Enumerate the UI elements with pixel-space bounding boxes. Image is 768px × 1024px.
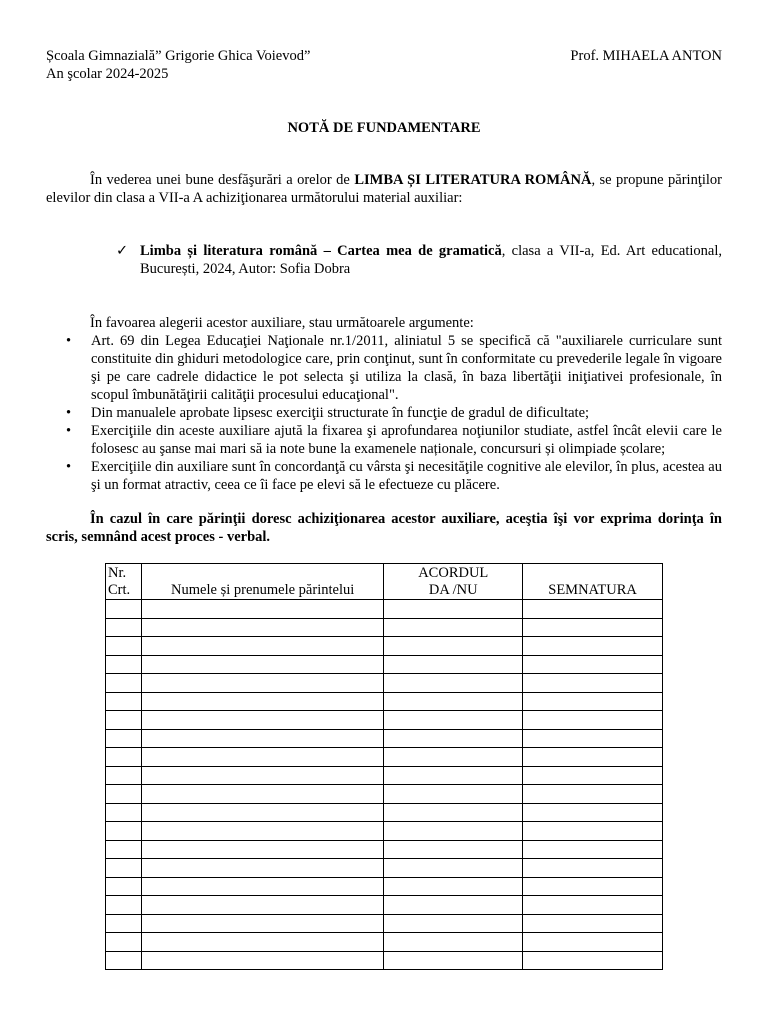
table-cell [106, 600, 142, 619]
nr-line-2: Crt. [108, 582, 131, 598]
table-cell [106, 692, 142, 711]
table-cell [141, 618, 383, 637]
table-cell [106, 877, 142, 896]
table-cell [106, 637, 142, 656]
table-cell [523, 785, 663, 804]
table-cell [141, 729, 383, 748]
table-cell [523, 618, 663, 637]
signature-table [105, 563, 663, 970]
table-cell [141, 637, 383, 656]
table-cell [523, 766, 663, 785]
bullet-icon: • [66, 459, 72, 475]
table-cell [384, 877, 523, 896]
table-cell [106, 933, 142, 952]
table-row [106, 600, 663, 619]
table-cell [106, 822, 142, 841]
table-cell [106, 766, 142, 785]
table-cell [141, 785, 383, 804]
table-cell [523, 822, 663, 841]
table-cell [384, 637, 523, 656]
table-cell [384, 600, 523, 619]
table-cell [106, 674, 142, 693]
table-cell [106, 896, 142, 915]
table-row [106, 803, 663, 822]
table-cell [384, 859, 523, 878]
table-cell [523, 637, 663, 656]
table-cell [384, 766, 523, 785]
table-cell [523, 711, 663, 730]
table-row [106, 933, 663, 952]
checkmark-icon: ✓ [116, 243, 129, 259]
table-cell [384, 692, 523, 711]
table-cell [106, 785, 142, 804]
document-header [46, 47, 722, 83]
school-name: Școala Gimnazială” Grigorie Ghica Voievod” [46, 48, 311, 64]
material-item [116, 242, 722, 278]
column-header-signature: SEMNATURA [523, 564, 663, 600]
argument-text: Exerciţiile din auxiliare sunt în concordanţă cu vârsta şi necesităţile cognitive ale elevilor, în plus, acestea au şi un format atractiv, ceea ce îi face pe elevi să le efectueze cu plăcere. [91, 459, 722, 493]
table-row [106, 896, 663, 915]
table-cell [141, 711, 383, 730]
school-year: An şcolar 2024-2025 [46, 66, 169, 82]
table-cell [106, 711, 142, 730]
table-cell [384, 785, 523, 804]
table-cell [523, 951, 663, 970]
bullet-icon: • [66, 405, 72, 421]
table-cell [384, 618, 523, 637]
table-cell [523, 729, 663, 748]
agree-line-1: ACORDUL [418, 565, 489, 581]
table-cell [141, 600, 383, 619]
table-cell [141, 674, 383, 693]
table-header-row [106, 564, 663, 600]
list-item [46, 458, 722, 494]
material-name: Limba și literatura română – Cartea mea de gramatică [140, 243, 502, 259]
table-cell [523, 933, 663, 952]
table-cell [106, 840, 142, 859]
table-cell [141, 766, 383, 785]
page-title: NOTĂ DE FUNDAMENTARE [287, 120, 481, 136]
intro-text-2: , se propune părinţilor elevilor din clasa a VII-a A achiziţionarea următorului material auxiliar: [46, 172, 722, 206]
argument-text: Exerciţiile din aceste auxiliare ajută la fixarea şi aprofundarea noţiunilor studiate, astfel încât elevii care le folosesc au şanse mai mari să ia note bune la examenele naționale, concursuri și olimpiade școlare; [91, 423, 722, 457]
table-cell [141, 859, 383, 878]
table-cell [106, 803, 142, 822]
table-cell [141, 914, 383, 933]
material-details: , clasa a VII-a, Ed. Art educational, București, 2024, Autor: Sofia Dobra [140, 243, 722, 277]
table-cell [106, 618, 142, 637]
table-row [106, 692, 663, 711]
table-cell [141, 655, 383, 674]
agree-line-2: DA /NU [428, 582, 478, 598]
table-row [106, 618, 663, 637]
intro-paragraph [46, 171, 722, 207]
arguments-section [46, 314, 722, 494]
arguments-lead: În favoarea alegerii acestor auxiliare, stau următoarele argumente: [90, 315, 474, 331]
table-cell [141, 840, 383, 859]
table-cell [106, 655, 142, 674]
table-cell [523, 748, 663, 767]
closing-paragraph: În cazul în care părinţii doresc achiziţionarea acestor auxiliare, aceştia îşi vor exprima dorinţa în scris, semnând acest proces - verbal. [46, 511, 722, 545]
table-cell [384, 674, 523, 693]
table-cell [106, 951, 142, 970]
table-body [106, 600, 663, 970]
table-cell [523, 859, 663, 878]
table-row [106, 785, 663, 804]
table-cell [384, 729, 523, 748]
intro-text-1: În vederea unei bune desfăşurări a orelor de [90, 172, 355, 188]
table-cell [384, 951, 523, 970]
subject-name: LIMBA ȘI LITERATURA ROMÂNĂ [354, 172, 592, 188]
table-cell [523, 600, 663, 619]
column-header-nr [106, 564, 142, 600]
table-cell [106, 748, 142, 767]
nr-line-1: Nr. [108, 565, 127, 581]
bullet-icon: • [66, 333, 72, 349]
table-cell [384, 840, 523, 859]
table-cell [384, 933, 523, 952]
table-cell [384, 914, 523, 933]
table-cell [141, 951, 383, 970]
table-cell [106, 914, 142, 933]
table-row [106, 859, 663, 878]
table-cell [384, 711, 523, 730]
list-item [46, 404, 722, 422]
list-item [46, 332, 722, 404]
table-cell [523, 803, 663, 822]
table-cell [523, 877, 663, 896]
table-row [106, 729, 663, 748]
table-row [106, 822, 663, 841]
table-cell [141, 933, 383, 952]
table-row [106, 748, 663, 767]
argument-text: Art. 69 din Legea Educaţiei Naţionale nr.1/2011, aliniatul 5 se specifică că "auxiliarele curriculare sunt constituite din ghiduri metodologice care, prin conţinut, sunt în conformitate cu prevederile legale în vigoare şi pe care cadrele didactice le pot selecta şi utiliza la clasă, în baza libertăţii iniţiativei profesionale, în scopul îmbunătăţirii calităţii procesului educaţional". [91, 333, 722, 403]
table-cell [141, 803, 383, 822]
table-cell [384, 822, 523, 841]
table-cell [141, 748, 383, 767]
list-item [46, 422, 722, 458]
arguments-list [46, 332, 722, 494]
column-header-agreement [384, 564, 523, 600]
table-cell [523, 914, 663, 933]
table-cell [141, 822, 383, 841]
table-row [106, 877, 663, 896]
table-row [106, 914, 663, 933]
table-cell [106, 859, 142, 878]
argument-text: Din manualele aprobate lipsesc exerciţii structurate în funcţie de gradul de dificultate; [91, 405, 590, 421]
table-cell [106, 729, 142, 748]
table-cell [523, 674, 663, 693]
table-row [106, 840, 663, 859]
table-cell [523, 840, 663, 859]
table-cell [384, 896, 523, 915]
bullet-icon: • [66, 423, 72, 439]
table-row [106, 951, 663, 970]
table-row [106, 711, 663, 730]
table-cell [141, 896, 383, 915]
table-cell [384, 655, 523, 674]
table-cell [141, 877, 383, 896]
table-cell [523, 655, 663, 674]
table-row [106, 674, 663, 693]
table-cell [384, 748, 523, 767]
table-row [106, 766, 663, 785]
teacher-name: Prof. MIHAELA ANTON [570, 48, 722, 64]
column-header-name: Numele și prenumele părintelui [141, 564, 383, 600]
table-cell [141, 692, 383, 711]
table-row [106, 655, 663, 674]
table-cell [523, 896, 663, 915]
table-row [106, 637, 663, 656]
table-cell [384, 803, 523, 822]
table-cell [523, 692, 663, 711]
